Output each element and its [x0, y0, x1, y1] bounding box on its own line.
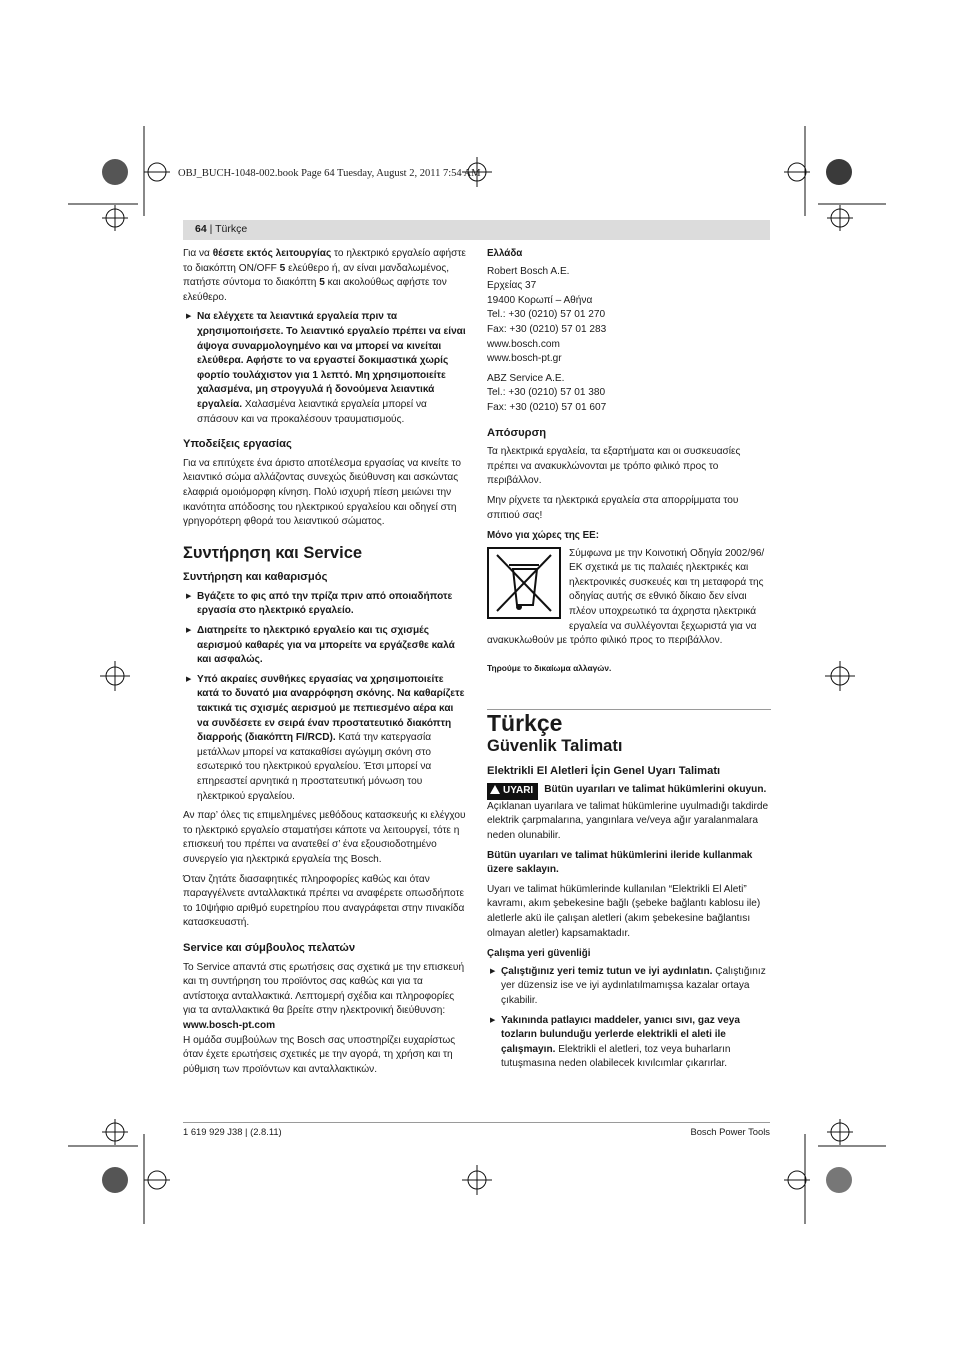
- warning-badge: UYARI: [487, 783, 538, 800]
- footer-rule: [183, 1122, 770, 1123]
- address-line: www.bosch.com: [487, 338, 560, 350]
- right-column: [487, 247, 771, 1077]
- heading-service-advice: Service και σύμβουλος πελατών: [183, 941, 356, 954]
- address-line: ABZ Service A.E.: [487, 372, 565, 384]
- heading-maintenance-service: Συντήρηση και Service: [183, 543, 363, 562]
- footer-doc-number: 1 619 929 J38 | (2.8.11): [183, 1126, 282, 1137]
- crossed-bin-icon: [487, 547, 561, 619]
- paragraph-repair: Αν παρ’ όλες τις επιμελημένες μεθόδους κατασκευής κι ελέγχου το ηλεκτρικό εργαλείο σταματήσει κάποτε να λειτουργεί, τότε η επισκευή του πρέπει να ανατεθεί σ’ ένα εξουσιοδοτημένο συνεργείο για ηλεκτρικά εργαλεία της Bosch.: [183, 810, 466, 865]
- bullet-keep-clean: ▶ Διατηρείτε το ηλεκτρικό εργαλείο και τις σχισμές αερισμού καθαρές για να μπορείτε να εργάζεσθε καλά και ασφαλώς.: [183, 624, 466, 668]
- language-title: Türkçe: [487, 710, 563, 737]
- warning-triangle-icon: [490, 785, 500, 794]
- crop-info-line: OBJ_BUCH-1048-002.book Page 64 Tuesday, August 2, 2011 7:54 AM: [178, 168, 481, 179]
- address-line: www.bosch-pt.gr: [487, 353, 562, 365]
- bullet-explosive-atmosphere: ▶ Yakınında patlayıcı maddeler, yanıcı sıvı, gaz veya tozların bulunduğu yerlerde elektrikli el aleti ile çalışmayın. Elektrikli el aletleri, toz veya buharların tutuşmasına neden olabilecek kıvılcımlar çıkarırlar.: [487, 1014, 771, 1072]
- bullet-extreme-conditions: ▶ Υπό ακραίες συνθήκες εργασίας να χρησιμοποιείτε κατά το δυνατό μια αναρρόφηση σκόνης. Να καθαρίζετε τακτικά τις σχισμές αερισμού με πεπιεσμένο αέρα και να συνδέσετε εν σειρά έναν προστατευτικό διακόπτη διαρροής (διακόπτη FI/RCD). Κατά την κατεργασία μετάλλων μπορεί να κατακαθίσει αγώγιμη σκόνη στο εσωτερικό του ηλεκτρικού εργαλείου. Έτσι μπορεί να επηρεαστεί αρνητικά η προστατευτική μόνωση του ηλεκτρικού εργαλείου.: [183, 673, 466, 804]
- paragraph-working-tips: Για να επιτύχετε ένα άριστο αποτέλεσμα εργασίας να κινείτε το λειαντικό σώμα αλλάζοντας συνεχώς διεύθυνση και ασκώντας ελαφριά ομοιόμορφη κίνηση. Πολύ ισχυρή πίεση μειώνει την ικανότητα απόδοσης του ηλεκτρικού εργαλείου και οδηγεί στη γρηγορότερη φθορά του λειαντικού σώματος.: [183, 457, 461, 528]
- address-line: Tel.: +30 (0210) 57 01 380: [487, 387, 606, 399]
- left-column: [183, 247, 466, 1082]
- heading-working-tips: Υποδείξεις εργασίας: [183, 438, 292, 451]
- paragraph-keep-instructions: Bütün uyarıları ve talimat hükümlerini ileride kullanmak üzere saklayın.: [487, 849, 753, 876]
- address-bosch: [487, 265, 771, 367]
- paragraph-order-parts: Όταν ζητάτε διασαφητικές πληροφορίες καθώς και όταν παραγγέλνετε ανταλλακτικά πρέπει να αναφέρετε οπωσδήποτε το 10ψήφιο αριθμό ευρετηρίου που αναγράφεται στην πινακίδα κατασκευαστή.: [183, 873, 465, 929]
- footer-brand: Bosch Power Tools: [690, 1126, 770, 1137]
- country-heading: Ελλάδα: [487, 248, 523, 259]
- paragraph-service: Το Service απαντά στις ερωτήσεις σας σχετικά με την επισκευή και τη συντήρηση του προϊόντος σας καθώς και για τα αντίστοιχα ανταλλακτικά. Λεπτομερή σχέδια και πληροφορίες για τα ανταλλακτικά θα βρείτε στην ηλεκτρονική διεύθυνση:: [183, 961, 465, 1017]
- paragraph-switch-off: Για να θέσετε εκτός λειτουργίας το ηλεκτρικό εργαλείο αφήστε το διακόπτη ON/OFF 5 ελεύθερο ή, αν είναι μανδαλωμένος, πατήστε σύντομα το διακόπτη 5 και ακολούθως αφήστε τον ελεύθερο.: [183, 248, 466, 303]
- heading-maintenance-cleaning: Συντήρηση και καθαρισμός: [183, 571, 328, 584]
- address-line: Fax: +30 (0210) 57 01 607: [487, 401, 607, 413]
- header-bar: [183, 220, 770, 240]
- address-line: 19400 Κορωπί – Αθήνα: [487, 294, 593, 306]
- heading-disposal: Απόσυρση: [487, 426, 547, 439]
- heading-eu-only: Μόνο για χώρες της ΕΕ:: [487, 530, 599, 542]
- paragraph-advice-team: Η ομάδα συμβούλων της Bosch σας υποστηρίζει ευχαρίστως όταν έχετε ερωτήσεις σχετικές με την αγορά, τη χρήση και τη ρύθμιση των προϊόντων και ανταλλακτικών.: [183, 1034, 456, 1075]
- address-abz: [487, 372, 771, 416]
- paragraph-eu-directive: Σύμφωνα με την Κοινοτική Οδηγία 2002/96/ΕΚ σχετικά με τις παλαιές ηλεκτρικές και ηλεκτρονικές συσκευές και τη μεταφορά της οδηγίας αυτής σε εθνικό δίκαιο δεν είναι πλέον υποχρεωτικό τα άχρηστα ηλεκτρικά εργαλεία να συλλέγονται ξεχωριστά για να ανακυκλωθούν με τρόπο φιλικό προς το περιβάλλον.: [487, 547, 765, 647]
- heading-general-warnings: Elektrikli El Aletleri İçin Genel Uyarı Talimatı: [487, 764, 721, 777]
- eu-directive-block: [487, 547, 771, 649]
- bullet-unplug: ▶ Βγάζετε το φις από την πρίζα πριν από οποιαδήποτε εργασία στο ηλεκτρικό εργαλείο.: [183, 590, 466, 619]
- address-line: Tel.: +30 (0210) 57 01 270: [487, 309, 606, 321]
- heading-workplace-safety: Çalışma yeri güvenliği: [487, 948, 591, 960]
- rights-reserved: Τηρούμε το δικαίωμα αλλαγών.: [487, 662, 612, 673]
- page-number: 64: [195, 223, 207, 235]
- heading-safety: Güvenlik Talimatı: [487, 737, 623, 756]
- bullet-check-abrasives: ▶ Να ελέγχετε τα λειαντικά εργαλεία πριν τα χρησιμοποιήσετε. Το λειαντικό εργαλείο πρέπει να είναι άψογα συναρμολογημένο και να μπορεί να κινείται ελεύθερα. Αφήστε το να εργαστεί δοκιμαστικά χωρίς φορτίο τουλάχιστον για 1 λεπτό. Μη χρησιμοποιείτε χαλασμένα, μη στρογγυλά ή δονούμενα λειαντικά εργαλεία. Χαλασμένα λειαντικά εργαλεία μπορεί να σπάσουν και να προκαλέσουν τραυματισμούς.: [183, 310, 466, 427]
- address-line: Ερχείας 37: [487, 280, 537, 292]
- paragraph-warning: UYARI Bütün uyarıları ve talimat hükümlerini okuyun. Açıklanan uyarılara ve talimat hükümlerine uyulmadığı takdirde elektrik çarpmalarına, yangınlara ve/veya ağır yaralanmalara neden olunabilir.: [487, 784, 769, 841]
- paragraph-term-definition: Uyarı ve talimat hükümlerinde kullanılan “Elektrikli El Aleti” kavramı, akım şebekesine bağlı (şebeke bağlantı kablosu ile) aletlerle akü ile çalışan aletleri (akım şebekesine bağlantısı olmayan aletler) kapsamaktadır.: [487, 883, 761, 939]
- running-header: 64 | Türkçe: [195, 223, 248, 235]
- service-url: www.bosch-pt.com: [183, 1019, 276, 1031]
- address-line: Robert Bosch A.E.: [487, 265, 570, 277]
- paragraph-no-household: Μην ρίχνετε τα ηλεκτρικά εργαλεία στα απορρίμματα του σπιτιού σας!: [487, 494, 739, 521]
- bullet-clean-workplace: ▶ Çalıştığınız yeri temiz tutun ve iyi aydınlatın. Çalıştığınız yer düzensiz ise ve iyi aydınlatılmamışsa kazalar ortaya çıkabilir.: [487, 965, 771, 1009]
- paragraph-disposal: Τα ηλεκτρικά εργαλεία, τα εξαρτήματα και οι συσκευασίες πρέπει να ανακυκλώνονται με τρόπο φιλικό προς το περιβάλλον.: [487, 446, 741, 487]
- address-line: Fax: +30 (0210) 57 01 283: [487, 323, 607, 335]
- header-section: Türkçe: [215, 223, 248, 235]
